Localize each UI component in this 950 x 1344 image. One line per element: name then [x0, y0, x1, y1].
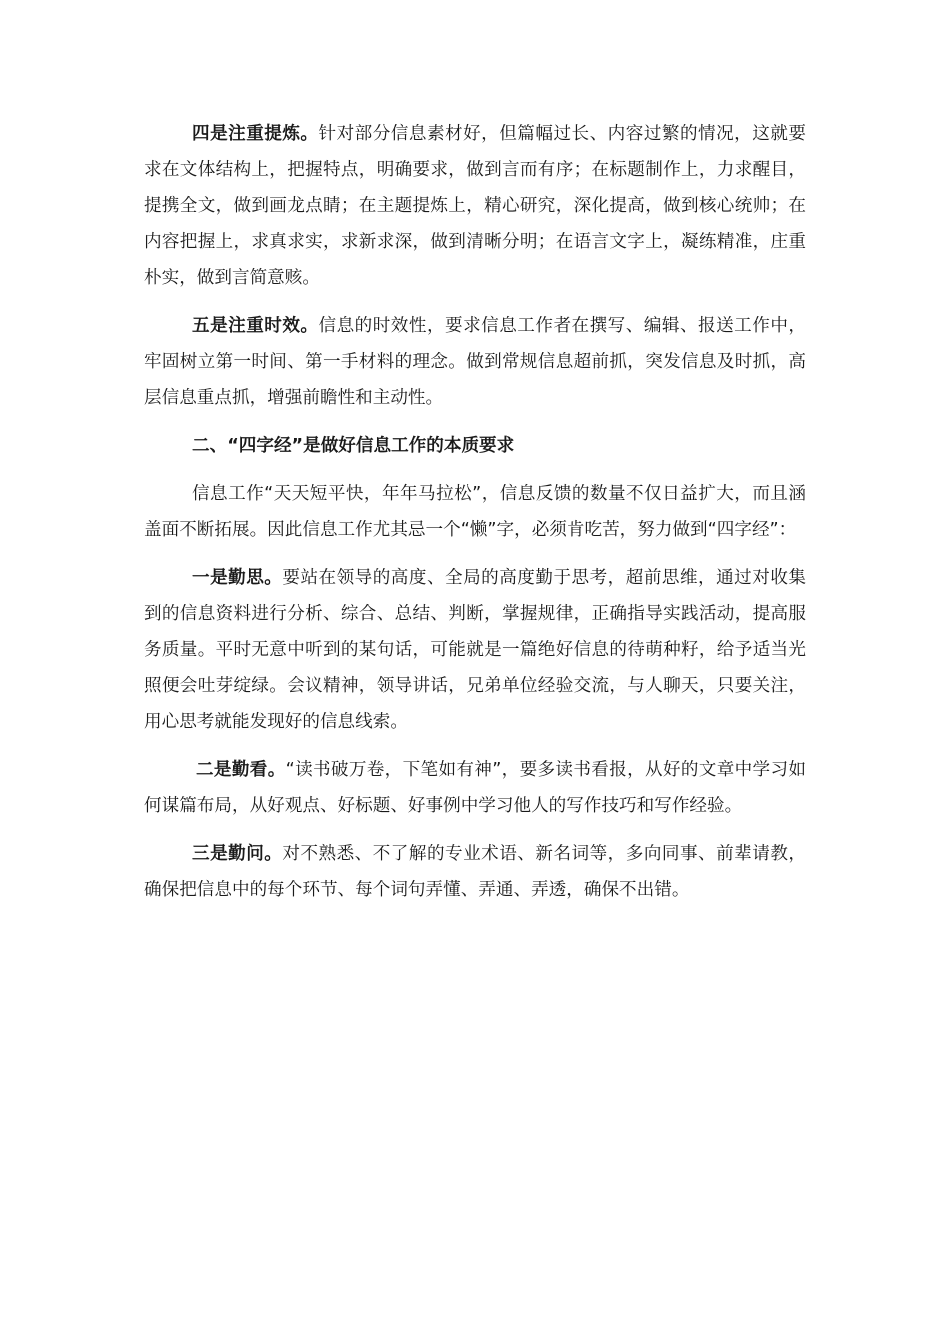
paragraph-read — [144, 752, 806, 824]
paragraph-lead: 五是注重时效。 — [192, 316, 319, 336]
paragraph-body: “读书破万卷，下笔如有神”，要多读书看报，从好的文章中学习如何谋篇布局，从好观点、好标题、好事例中学习他人的写作技巧和写作经验。 — [144, 760, 806, 816]
paragraph-lead: 二是勤看。 — [196, 760, 286, 780]
paragraph-lead: 一是勤思。 — [192, 568, 283, 588]
paragraph-body: 要站在领导的高度、全局的高度勤于思考，超前思维，通过对收集到的信息资料进行分析、综合、总结、判断，掌握规律，正确指导实践活动，提高服务质量。平时无意中听到的某句话，可能就是一篇绝好信息的待萌种籽，给予适当光照便会吐芽绽绿。会议精神，领导讲话，兄弟单位经验交流，与人聊天，只要关注，用心思考就能发现好的信息线索。 — [144, 568, 806, 732]
paragraph-body: 对不熟悉、不了解的专业术语、新名词等，多向同事、前辈请教，确保把信息中的每个环节、每个词句弄懂、弄通、弄透，确保不出错。 — [144, 844, 806, 900]
paragraph-think — [144, 560, 806, 740]
paragraph-body: 信息工作“天天短平快，年年马拉松”，信息反馈的数量不仅日益扩大，而且涵盖面不断拓展。因此信息工作尤其忌一个“懒”字，必须肯吃苦，努力做到“四字经”： — [144, 484, 806, 540]
paragraph-body: 针对部分信息素材好，但篇幅过长、内容过繁的情况，这就要求在文体结构上，把握特点，明确要求，做到言而有序；在标题制作上，力求醒目，提携全文，做到画龙点睛；在主题提炼上，精心研究，深化提高，做到核心统帅；在内容把握上，求真求实，求新求深，做到清晰分明；在语言文字上，凝练精准，庄重朴实，做到言简意赅。 — [144, 124, 806, 288]
section-heading: 二、“四字经”是做好信息工作的本质要求 — [192, 436, 515, 456]
paragraph-body: 信息的时效性，要求信息工作者在撰写、编辑、报送工作中，牢固树立第一时间、第一手材料的理念。做到常规信息超前抓，突发信息及时抓，高层信息重点抓，增强前瞻性和主动性。 — [144, 316, 806, 408]
paragraph-refinement — [144, 116, 806, 296]
paragraph-lead: 三是勤问。 — [192, 844, 283, 864]
document-page — [144, 116, 806, 920]
paragraph-timeliness — [144, 308, 806, 416]
paragraph-lead: 四是注重提炼。 — [192, 124, 319, 144]
paragraph-four-words-intro — [144, 476, 806, 548]
paragraph-ask — [144, 836, 806, 908]
